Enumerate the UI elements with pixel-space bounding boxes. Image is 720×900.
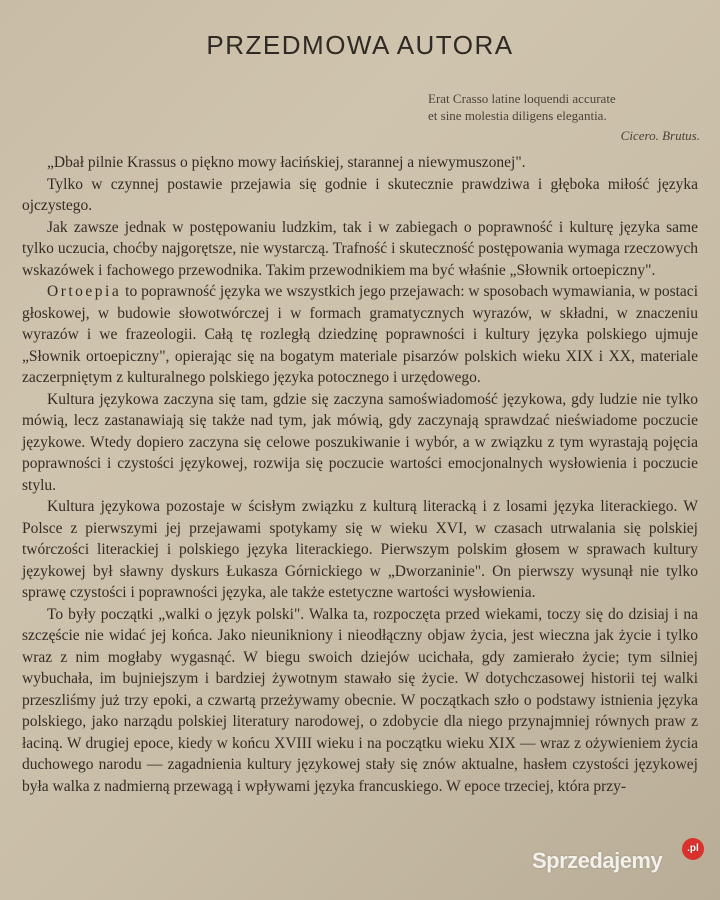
page-title bbox=[0, 30, 720, 61]
paragraph-text: to poprawność języka we wszystkich jego przejawach: w sposobach wymawiania, w postaci głoskowej, w budowie słowotwórczej i w formach gramatycznych wyrazów, w składni, w znaczeniu wyrazów i we frazeologii. Całą tę rozległą dziedzinę poprawności i kultury języka polskiego ujmuje „Słownik ortoepiczny", opierając się na bogatym materiale pisarzów polskich wieku XIX i XX, materiale zaczerpniętym z kulturalnego polskiego języka potocznego i urzędowego. bbox=[22, 283, 698, 386]
watermark-text: Sprzedajemy bbox=[532, 848, 663, 873]
epigraph-source: Cicero. Brutus. bbox=[620, 128, 700, 143]
watermark-badge: .pl bbox=[682, 838, 704, 860]
watermark-logo bbox=[532, 843, 699, 874]
paragraph: Tylko w czynnej postawie przejawia się godnie i skutecznie prawdziwa i głęboka miłość języka ojczystego. bbox=[22, 175, 698, 214]
page-title-text: PRZEDMOWA AUTORA bbox=[206, 30, 514, 60]
paragraph: „Dbał pilnie Krassus o piękno mowy łacińskiej, starannej a niewymuszonej". bbox=[47, 154, 526, 171]
epigraph-line: Erat Crasso latine loquendi accurate bbox=[428, 91, 616, 106]
spaced-term: Ortoepia bbox=[47, 283, 122, 300]
body-text bbox=[22, 152, 698, 797]
epigraph bbox=[428, 90, 700, 144]
paragraph: Kultura językowa zaczyna się tam, gdzie się zaczyna samoświadomość językowa, gdy ludzie nie tylko mówią, lecz zastanawiają się także nad tym, jak mówią, gdy zaczynają sprawdzać nieświadome poczucie językowe. Wtedy dopiero zaczyna się celowe poszukiwanie i wybór, a w związku z tym wyrastają pojęcia poprawności i czystości językowej, rozwija się poczucie wartości emocjonalnych wysłowienia i poczucie stylu. bbox=[22, 390, 698, 494]
paragraph bbox=[22, 281, 698, 389]
paragraph: Jak zawsze jednak w postępowaniu ludzkim, tak i w zabiegach o poprawność i kulturę języka same tylko uczucia, choćby najgorętsze, nie wystarczą. Trafność i skuteczność postępowania wymaga rzeczowych wskazówek i fachowego przewodnika. Takim przewodnikiem ma być właśnie „Słownik ortoepiczny". bbox=[22, 218, 698, 279]
paragraph: Kultura językowa pozostaje w ścisłym związku z kulturą literacką i z losami języka literackiego. W Polsce z pierwszymi jej przejawami spotykamy się w wieku XVI, w czasach utrwalania się polskiej twórczości literackiej i polskiego języka literackiego. Pierwszym polskim głosem w sprawach kultury językowej był sławny dyskurs Łukasza Górnickiego w „Dworzaninie". On pierwszy wysunął nie tylko sprawę czystości i poprawności języka, ale także estetyczne wartości wysłowienia. bbox=[22, 498, 698, 601]
epigraph-line: et sine molestia diligens elegantia. bbox=[428, 108, 607, 123]
paragraph: To były początki „walki o język polski". Walka ta, rozpoczęta przed wiekami, toczy się do dzisiaj i na szczęście nie widać jej końca. Jako nieunikniony i nieodłączny objaw życia, jest wieczna jak życie i tylko wraz z nim mogłaby wygasnąć. W biegu swoich dziejów ucichała, gdy zamierało życie; tym silniej wybuchała, im bujniejszym i bardziej żywotnym stawało się życie. W dotychczasowej historii tej walki przeszliśmy już trzy epoki, a czwartą przeżywamy obecnie. W początkach szło o podstawy istnienia języka polskiego, jako narządu polskiej literatury narodowej, o zdobycie dla niego przynajmniej równych praw z łaciną. W drugiej epoce, kiedy w końcu XVIII wieku i na początku wieku XIX — wraz z ożywieniem życia duchowego narodu — zagadnienia kultury językowej stały się znów aktualne, hasłem czystości językowej była walka z nadmierną przewagą i wpływami języka francuskiego. W epoce trzeciej, która przy- bbox=[22, 605, 698, 795]
